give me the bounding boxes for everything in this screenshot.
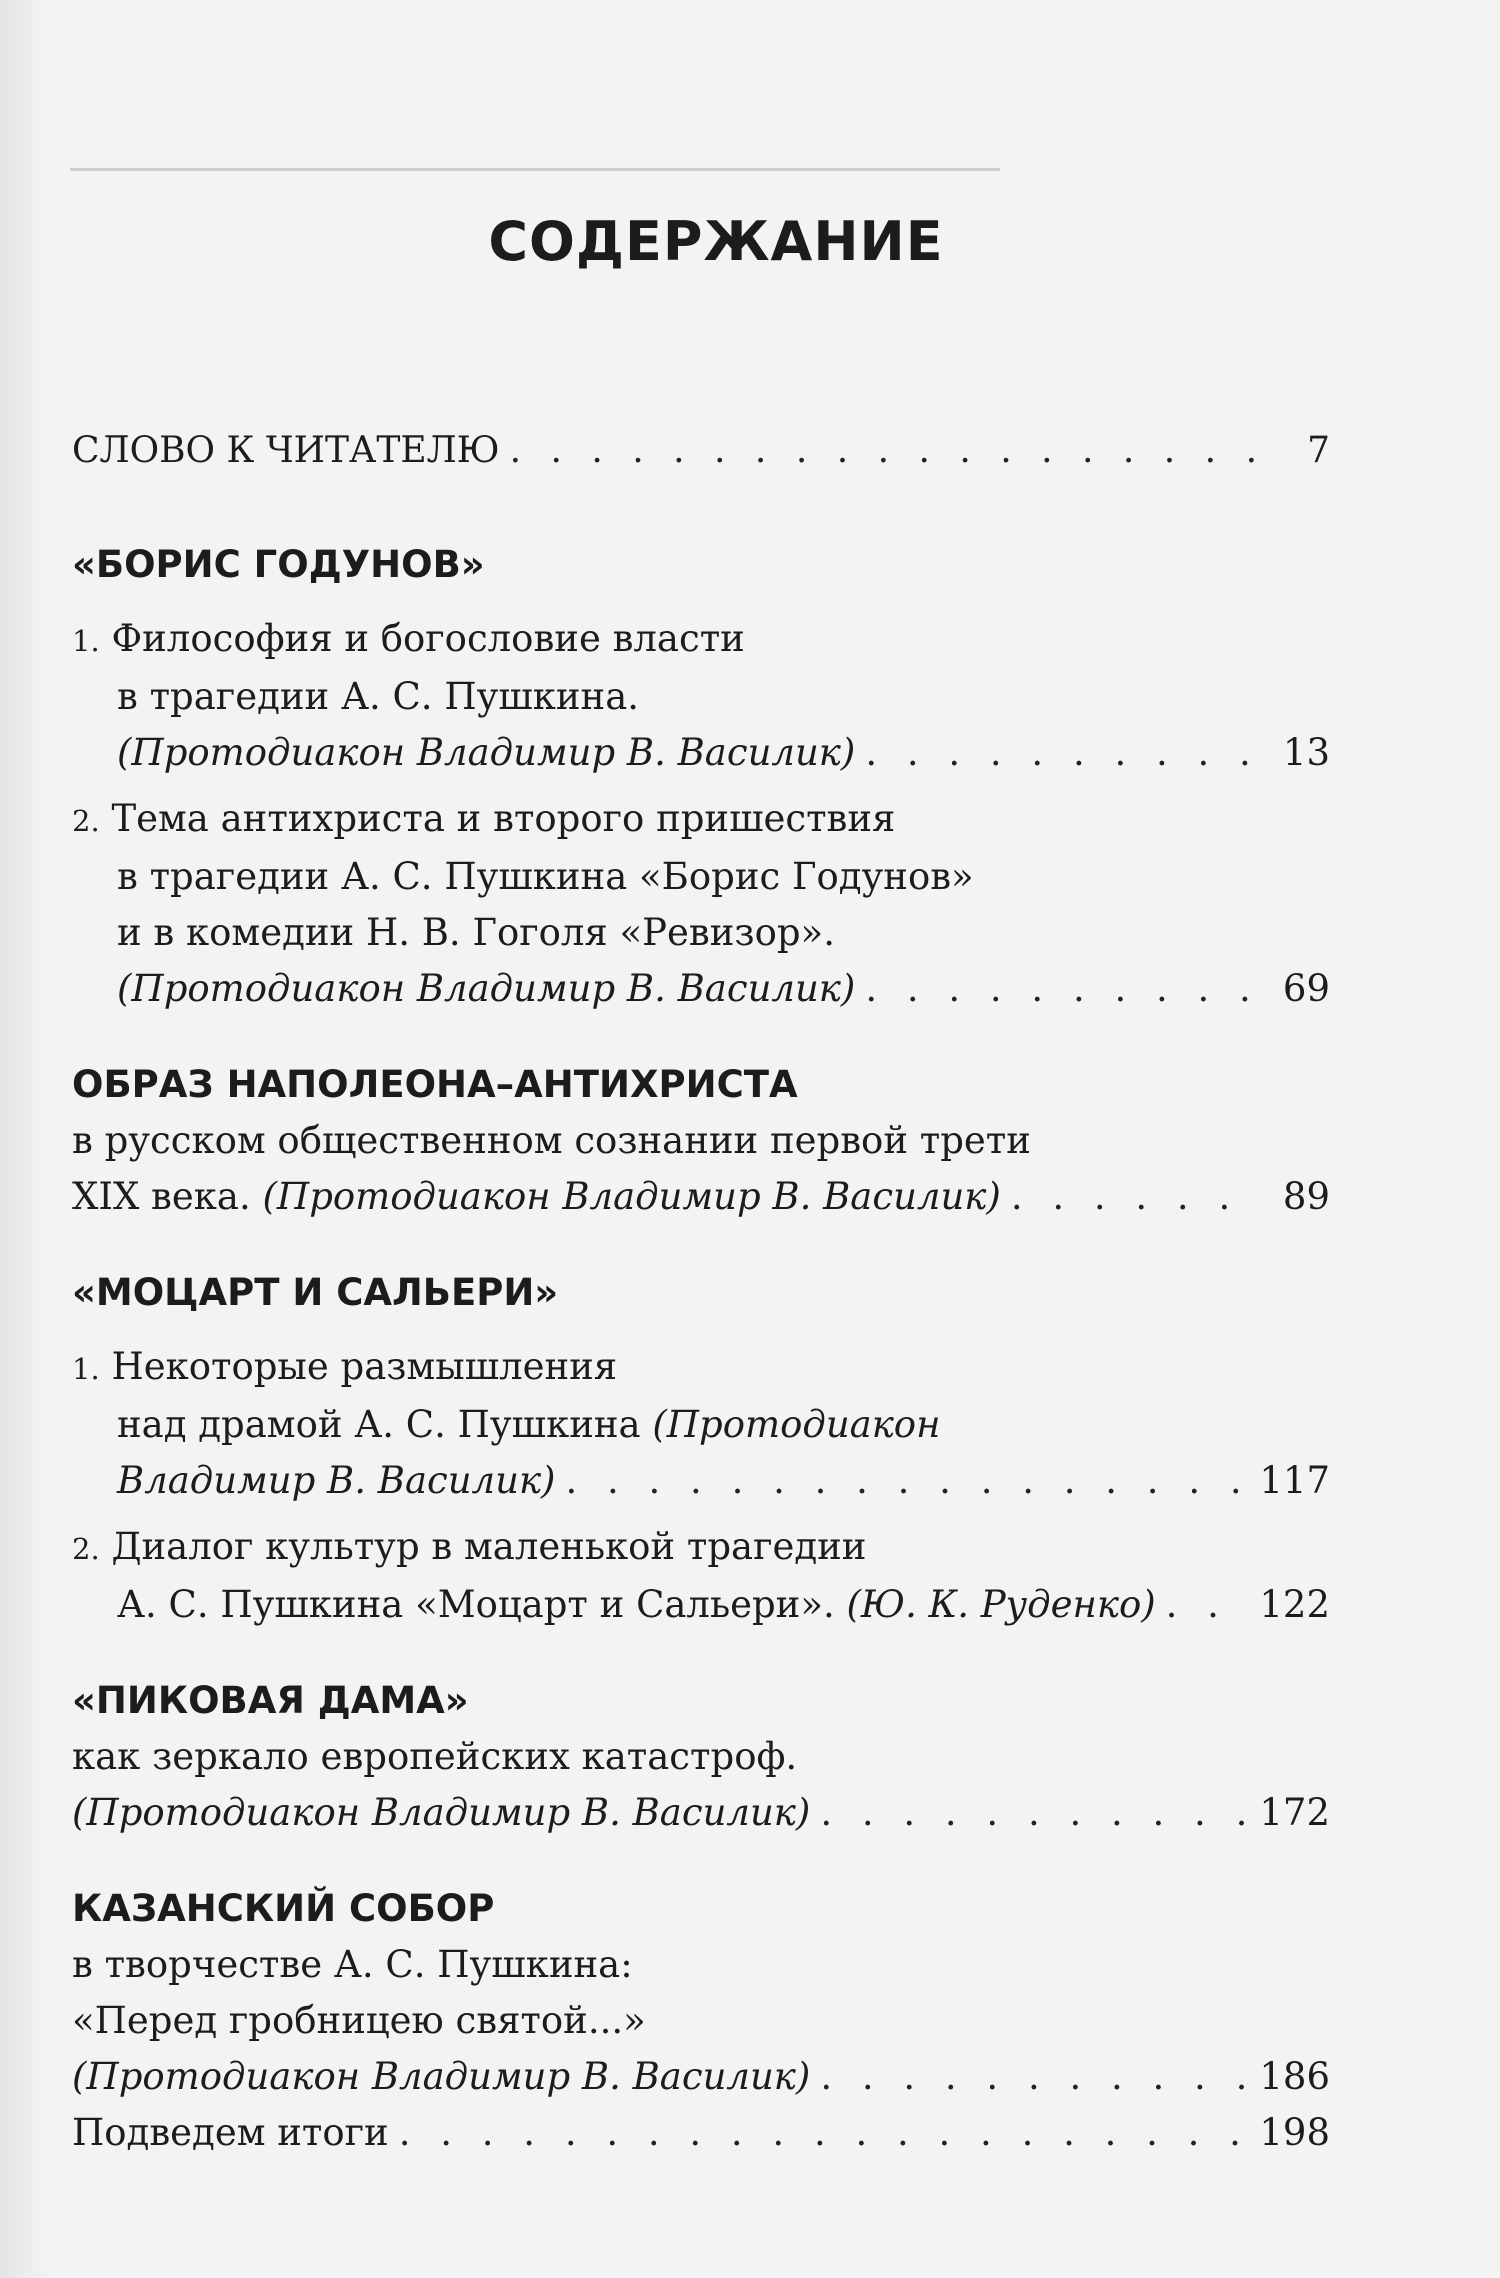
toc-entry-pikovaya[interactable] — [72, 1729, 1330, 1841]
page-number: 89 — [1282, 1175, 1330, 1218]
toc-entry-intro[interactable] — [72, 423, 1330, 479]
dot-leader — [820, 1785, 1249, 1841]
entry-author: (Протодиакон Владимир В. Василик) — [262, 1175, 1001, 1218]
entry-author: (Ю. К. Руденко) — [846, 1583, 1156, 1626]
section-heading-kazan: КАЗАНСКИЙ СОБОР — [72, 1887, 495, 1930]
entry-line: в русском общественном сознании первой трети — [72, 1119, 1031, 1162]
page-number: 117 — [1259, 1459, 1330, 1502]
entry-author: (Протодиакон Владимир В. Василик) — [117, 731, 856, 774]
entry-author: (Протодиакон — [652, 1403, 941, 1446]
entry-line: Философия и богословие власти — [111, 617, 745, 660]
dot-leader — [399, 2105, 1250, 2161]
entry-line: и в комедии Н. В. Гоголя «Ревизор». — [117, 911, 835, 954]
page-number: 122 — [1259, 1583, 1330, 1626]
entry-line: XIX века. — [72, 1175, 263, 1218]
entry-label: СЛОВО К ЧИТАТЕЛЮ — [72, 430, 500, 471]
entry-line: А. С. Пушкина «Моцарт и Сальери». — [117, 1583, 847, 1626]
entry-author: Владимир В. Василик) — [117, 1459, 556, 1502]
dot-leader — [510, 423, 1256, 479]
page-number: 186 — [1259, 2055, 1330, 2098]
entry-line: Диалог культур в маленькой трагедии — [111, 1525, 867, 1568]
page-number: 69 — [1282, 967, 1330, 1010]
entry-number: 1. — [72, 624, 100, 658]
entry-author: (Протодиакон Владимир В. Василик) — [72, 2055, 811, 2098]
entry-number: 2. — [72, 1532, 100, 1566]
page-number: 13 — [1282, 731, 1330, 774]
entry-author: (Протодиакон Владимир В. Василик) — [72, 1791, 811, 1834]
toc-entry-kazan[interactable] — [72, 1937, 1330, 2105]
entry-line: Тема антихриста и второго пришествия — [111, 797, 896, 840]
section-heading-boris: «БОРИС ГОДУНОВ» — [72, 543, 485, 586]
toc-entry-boris-1[interactable] — [72, 611, 1330, 781]
toc-entry-napoleon[interactable] — [72, 1113, 1330, 1225]
dot-leader — [820, 2049, 1249, 2105]
entry-line: как зеркало европейских катастроф. — [72, 1735, 798, 1778]
entry-number: 1. — [72, 1352, 100, 1386]
bleed-through-header-rule — [70, 118, 1000, 171]
page-number: 7 — [1307, 430, 1330, 471]
entry-line: «Перед гробницею святой...» — [72, 1999, 646, 2042]
entry-number: 2. — [72, 804, 100, 838]
page-number: 198 — [1259, 2111, 1330, 2154]
page-title: СОДЕРЖАНИЕ — [488, 210, 944, 273]
page-number: 172 — [1259, 1791, 1330, 1834]
toc-entry-mozart-1[interactable] — [72, 1339, 1330, 1509]
section-heading-mozart: «МОЦАРТ И САЛЬЕРИ» — [72, 1271, 559, 1314]
toc-entry-summary[interactable] — [72, 2105, 1330, 2161]
entry-line: в творчестве А. С. Пушкина: — [72, 1943, 633, 1986]
dot-leader — [565, 1453, 1249, 1509]
entry-line: над драмой А. С. Пушкина — [117, 1403, 653, 1446]
section-heading-pikovaya: «ПИКОВАЯ ДАМА» — [72, 1679, 469, 1722]
table-of-contents — [72, 190, 1330, 2161]
toc-entry-mozart-2[interactable] — [72, 1519, 1330, 1633]
toc-entry-boris-2[interactable] — [72, 791, 1330, 1017]
dot-leader — [865, 725, 1256, 781]
entry-label: Подведем итоги — [72, 2111, 389, 2154]
entry-line: Некоторые размышления — [111, 1345, 618, 1388]
section-heading-napoleon: ОБРАЗ НАПОЛЕОНА–АНТИХРИСТА — [72, 1063, 798, 1106]
dot-leader — [1011, 1169, 1256, 1225]
dot-leader — [865, 961, 1256, 1017]
entry-line: в трагедии А. С. Пушкина «Борис Годунов» — [117, 855, 974, 898]
dot-leader — [1166, 1577, 1250, 1633]
page-edge-shadow — [0, 0, 48, 2278]
entry-author: (Протодиакон Владимир В. Василик) — [117, 967, 856, 1010]
entry-line: в трагедии А. С. Пушкина. — [117, 675, 640, 718]
